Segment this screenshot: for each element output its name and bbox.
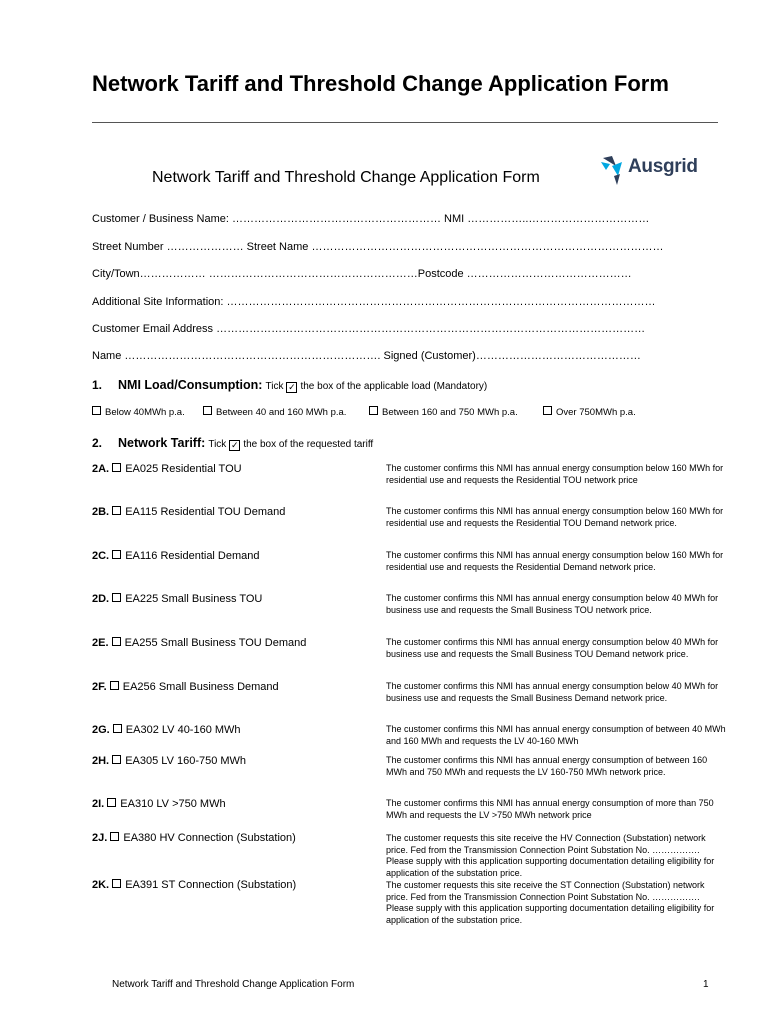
tariff-code: 2E. xyxy=(92,637,109,649)
checkbox-icon[interactable] xyxy=(112,637,121,646)
city-postcode-field[interactable]: City/Town……………… …………………………………………………Postcode ……………………………………… xyxy=(92,268,632,280)
load-option-40-160[interactable] xyxy=(203,406,346,418)
tariff-code: 2H. xyxy=(92,755,110,767)
title-divider xyxy=(92,122,718,123)
checkbox-icon[interactable] xyxy=(110,681,119,690)
tariff-description-2i: The customer confirms this NMI has annual energy consumption of more than 750 MWh and requests the LV >750 MWh network price xyxy=(386,798,714,820)
section-2-number: 2. xyxy=(92,436,103,450)
tariff-code: 2B. xyxy=(92,506,110,518)
tariff-option-2i[interactable] xyxy=(92,798,226,810)
tariff-option-2b[interactable] xyxy=(92,506,285,518)
load-option-label: Over 750MWh p.a. xyxy=(556,407,636,418)
load-option-label: Between 40 and 160 MWh p.a. xyxy=(216,407,347,418)
tariff-option-2k[interactable] xyxy=(92,879,296,891)
tick-icon: ✓ xyxy=(231,440,239,450)
tariff-description-2a: The customer confirms this NMI has annual energy consumption below 160 MWh for residential use and requests the Residential TOU network price xyxy=(386,463,724,485)
tariff-name: EA255 Small Business TOU Demand xyxy=(124,637,307,649)
section-2-instruction-post: the box of the requested tariff xyxy=(243,439,374,450)
load-option-160-750[interactable] xyxy=(369,406,518,418)
tariff-code: 2C. xyxy=(92,550,110,562)
tariff-code: 2K. xyxy=(92,879,110,891)
section-2-instruction-pre: Tick xyxy=(208,439,227,450)
customer-name-nmi-field[interactable]: Customer / Business Name: ………………………………………………… NMI ……………..…………………………… xyxy=(92,213,650,225)
load-option-label: Below 40MWh p.a. xyxy=(105,407,185,418)
tariff-description-2f: The customer confirms this NMI has annual energy consumption below 40 MWh for business use and requests the Small Business Demand network price. xyxy=(386,681,719,703)
tariff-code: 2D. xyxy=(92,593,110,605)
tariff-code: 2F. xyxy=(92,681,107,693)
tariff-option-2h[interactable] xyxy=(92,755,246,767)
tariff-name: EA116 Residential Demand xyxy=(125,550,260,562)
checkbox-icon[interactable] xyxy=(112,879,121,888)
name-signed-field[interactable]: Name ……………………………………………………………. Signed (Customer)……………………………………… xyxy=(92,350,641,362)
section-2-heading xyxy=(92,436,373,451)
load-option-over-750[interactable] xyxy=(543,406,636,418)
tariff-name: EA225 Small Business TOU xyxy=(125,593,263,605)
tariff-code: 2J. xyxy=(92,832,108,844)
checkbox-icon[interactable] xyxy=(107,798,116,807)
tariff-code: 2I. xyxy=(92,798,105,810)
tariff-name: EA310 LV >750 MWh xyxy=(120,798,226,810)
tariff-name: EA380 HV Connection (Substation) xyxy=(123,832,296,844)
checkbox-icon[interactable] xyxy=(203,406,212,415)
form-heading: Network Tariff and Threshold Change Application Form xyxy=(152,169,540,186)
tariff-description-2e: The customer confirms this NMI has annual energy consumption below 40 MWh for business use and requests the Small Business TOU Demand network price. xyxy=(386,637,719,659)
tariff-name: EA302 LV 40-160 MWh xyxy=(125,724,241,736)
tariff-description-2c: The customer confirms this NMI has annual energy consumption below 160 MWh for residential use and requests the Residential Demand network price. xyxy=(386,550,724,572)
page-footer: Network Tariff and Threshold Change Application Form xyxy=(112,979,355,990)
tariff-option-2g[interactable] xyxy=(92,724,241,736)
street-field[interactable]: Street Number ………………… Street Name …………………………………………………………………………………… xyxy=(92,241,664,253)
checkbox-icon[interactable] xyxy=(113,724,122,733)
tariff-code: 2A. xyxy=(92,463,110,475)
tariff-option-2e[interactable] xyxy=(92,637,306,649)
tariff-name: EA305 LV 160-750 MWh xyxy=(125,755,247,767)
tariff-option-2c[interactable] xyxy=(92,550,260,562)
tariff-description-2b: The customer confirms this NMI has annual energy consumption below 160 MWh for residential use and requests the Residential TOU Demand network price. xyxy=(386,506,724,528)
section-1-label: NMI Load/Consumption: xyxy=(118,378,263,392)
load-option-below-40[interactable] xyxy=(92,406,185,418)
checkbox-icon[interactable] xyxy=(369,406,378,415)
checkbox-icon[interactable] xyxy=(92,406,101,415)
checkbox-icon[interactable] xyxy=(112,755,121,764)
logo-wordmark: Ausgrid xyxy=(628,156,698,177)
page-number: 1 xyxy=(703,979,709,990)
tariff-name: EA025 Residential TOU xyxy=(125,463,242,475)
checkbox-icon[interactable] xyxy=(112,463,121,472)
additional-site-info-field[interactable]: Additional Site Information: ……………………………………………………………………………………………………… xyxy=(92,296,656,308)
tariff-option-2d[interactable] xyxy=(92,593,262,605)
section-1-instruction-pre: Tick xyxy=(265,381,284,392)
tariff-option-2j[interactable] xyxy=(92,832,296,844)
section-1-instruction-post: the box of the applicable load (Mandatory) xyxy=(300,381,488,392)
document-title: Network Tariff and Threshold Change Application Form xyxy=(92,71,669,96)
tariff-name: EA115 Residential TOU Demand xyxy=(125,506,286,518)
tariff-option-2f[interactable] xyxy=(92,681,279,693)
tariff-description-2g: The customer confirms this NMI has annual energy consumption of between 40 MWh and 160 MWh and requests the LV 40-160 MWh xyxy=(386,724,726,746)
tariff-option-2a[interactable] xyxy=(92,463,242,475)
ausgrid-logo xyxy=(600,152,702,188)
tariff-description-2h: The customer confirms this NMI has annual energy consumption of between 160 MWh and 750 MWh and requests the LV 160-750 MWh network price. xyxy=(386,755,708,777)
tick-icon: ✓ xyxy=(288,382,296,392)
load-option-label: Between 160 and 750 MWh p.a. xyxy=(382,407,518,418)
checkbox-icon[interactable] xyxy=(112,593,121,602)
section-2-label: Network Tariff: xyxy=(118,436,206,450)
checkbox-icon[interactable] xyxy=(112,550,121,559)
customer-email-field[interactable]: Customer Email Address ……………………………………………………………………………………………………… xyxy=(92,323,646,335)
checkbox-icon[interactable] xyxy=(543,406,552,415)
checkbox-icon[interactable] xyxy=(110,832,119,841)
tariff-description-2k: The customer requests this site receive the ST Connection (Substation) network price. Fed from the Transmission Connection Point Substation No. ……………. Please supply with this application supporting documentation detailing eligibility for application of the substation price. xyxy=(386,880,715,926)
section-1-heading xyxy=(92,378,487,393)
ausgrid-logo-icon xyxy=(600,152,630,188)
section-1-number: 1. xyxy=(92,378,103,392)
tariff-code: 2G. xyxy=(92,724,110,736)
tariff-description-2j: The customer requests this site receive the HV Connection (Substation) network price. Fed from the Transmission Connection Point Substation No. ……………. Please supply with this application supporting documentation detailing eligibility for application of the substation price. xyxy=(386,833,715,879)
tariff-description-2d: The customer confirms this NMI has annual energy consumption below 40 MWh for business use and requests the Small Business TOU network price. xyxy=(386,593,719,615)
tariff-name: EA256 Small Business Demand xyxy=(122,681,279,693)
tariff-name: EA391 ST Connection (Substation) xyxy=(125,879,297,891)
checkbox-icon[interactable] xyxy=(112,506,121,515)
